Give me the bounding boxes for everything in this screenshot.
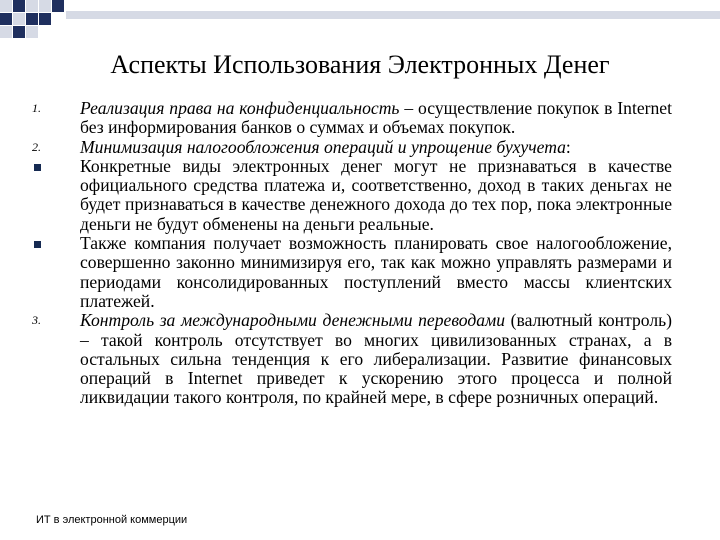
bullet-square-icon xyxy=(32,157,52,171)
bullet-square-icon xyxy=(32,234,52,248)
item-text: : xyxy=(565,136,571,157)
bullet-list xyxy=(0,99,720,408)
deco-square xyxy=(0,13,12,25)
item-text: Конкретные виды электронных денег могут не признаваться в качестве официального средства платежа и, соответственно, доход в таких деньгах не будет признаваться в качестве денежного дохода до тех пор, пока электронные деньги не будут обменены на деньги реальные. xyxy=(80,155,672,234)
list-item xyxy=(32,98,673,138)
list-item xyxy=(80,157,672,234)
deco-square xyxy=(39,0,51,12)
deco-strip xyxy=(66,11,720,19)
list-item xyxy=(32,310,672,408)
deco-square xyxy=(26,13,38,25)
slide-title: Аспекты Использования Электронных Денег xyxy=(110,50,610,79)
item-text: – осуществление покупок в Internet без информирования банков о суммах и объемах покупок. xyxy=(80,98,673,138)
item-emphasis: Контроль за международными денежными переводами xyxy=(80,310,506,331)
deco-square xyxy=(13,13,25,25)
item-number: 2. xyxy=(32,139,41,154)
item-emphasis: Минимизация налогообложения операций и упрощение бухучета xyxy=(80,136,566,157)
deco-square xyxy=(13,0,25,12)
item-text: (валютный контроль) – такой контроль отсутствует во многих цивилизованных странах, а в остальных сильна тенденция к его либерализации. Развитие финансовых операций в Internet приведет к ускорению этого процесса и полной ликвидации такого контроля, по крайней мере, в сфере розничных операций. xyxy=(80,310,672,408)
list-item xyxy=(80,234,672,311)
decorative-squares xyxy=(0,0,720,45)
list-item xyxy=(32,136,672,157)
item-number: 3. xyxy=(32,313,41,328)
deco-square xyxy=(0,0,12,12)
deco-square xyxy=(52,0,64,12)
deco-square xyxy=(26,0,38,12)
item-number: 1. xyxy=(32,101,41,115)
deco-square xyxy=(13,26,25,38)
item-text: Также компания получает возможность планировать свое налогообложение, совершенно законно минимизируя его, так как можно управлять размерами и периодами консолидированных поступлений вместо массы клиентских платежей. xyxy=(80,233,672,311)
deco-square xyxy=(26,26,38,38)
item-emphasis: Реализация права на конфиденциальность xyxy=(80,98,400,118)
slide-footer: ИТ в электронной коммерции xyxy=(36,514,188,526)
deco-square xyxy=(0,26,12,38)
deco-square xyxy=(39,13,51,25)
